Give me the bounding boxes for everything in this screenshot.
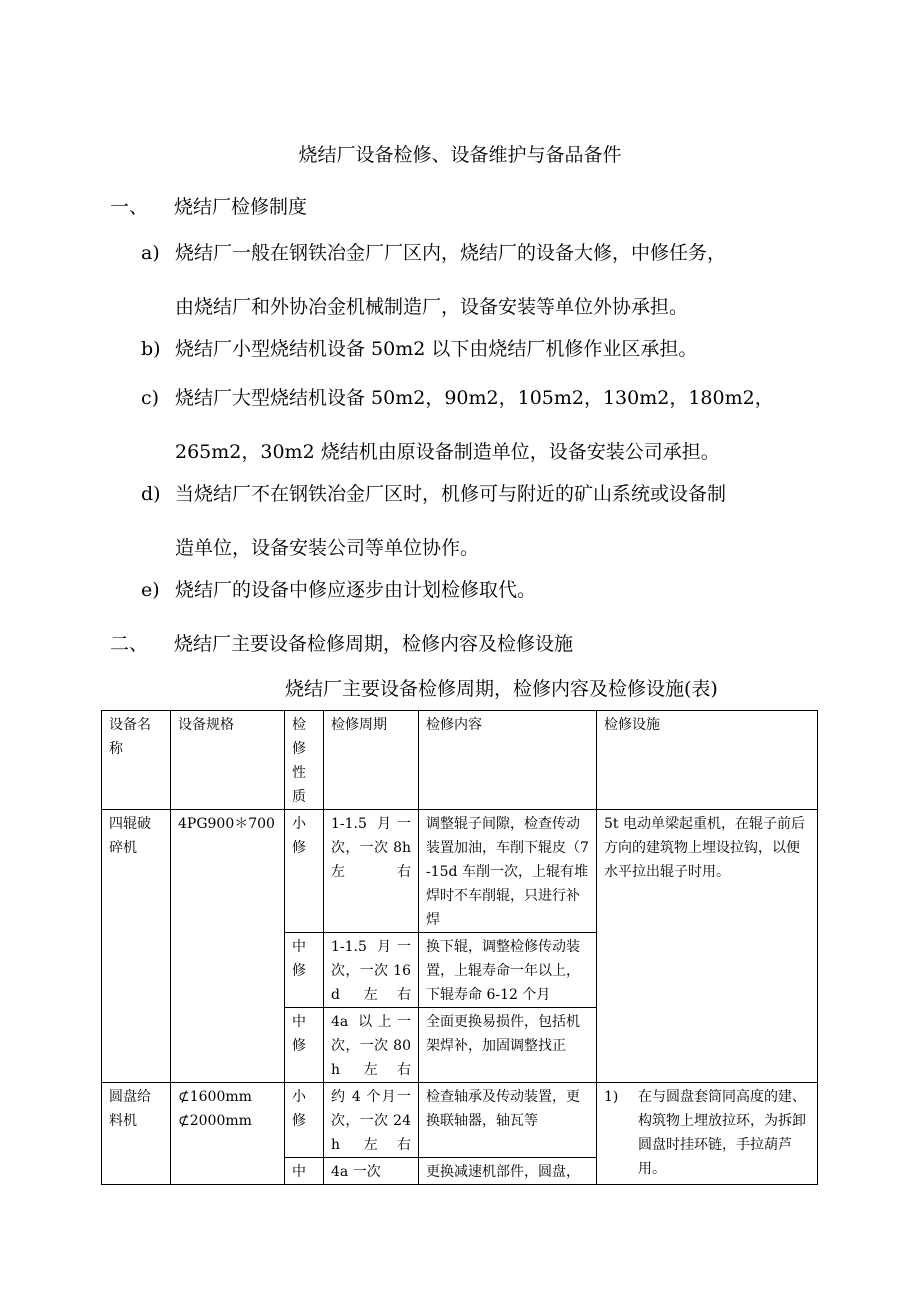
equipment-spec bbox=[171, 1083, 285, 1185]
list-item-a-cont: 由烧结厂和外协冶金机械制造厂，设备安装等单位外协承担。 bbox=[175, 296, 689, 318]
table-row bbox=[102, 810, 818, 933]
equipment-spec: 4PG900＊700 bbox=[171, 810, 285, 1083]
table-header-row bbox=[102, 711, 818, 810]
item-marker: a) bbox=[141, 242, 160, 264]
list-item-e bbox=[141, 581, 536, 600]
header-cell: 检修设施 bbox=[597, 711, 818, 810]
section-number: 二、 bbox=[110, 633, 149, 655]
header-cell: 检修内容 bbox=[419, 711, 597, 810]
list-item-b bbox=[141, 340, 697, 359]
header-cell: 设备规格 bbox=[171, 711, 285, 810]
section-heading-1 bbox=[110, 192, 307, 219]
table-row bbox=[102, 1083, 818, 1158]
item-text: 当烧结厂不在钢铁冶金厂区时，机修可与附近的矿山系统或设备制 bbox=[175, 483, 727, 505]
list-item-c bbox=[141, 389, 774, 408]
item-text: 烧结厂一般在钢铁冶金厂厂区内，烧结厂的设备大修，中修任务， bbox=[175, 242, 727, 264]
repair-content: 检查轴承及传动装置，更换联轴器，轴瓦等 bbox=[419, 1083, 597, 1158]
item-marker: b) bbox=[141, 338, 161, 360]
repair-type: 中修 bbox=[285, 933, 324, 1008]
repair-content: 调整辊子间隙，检查传动装置加油，车削下辊皮（7-15d 车削一次，上辊有堆焊时不车削辊，只进行补焊 bbox=[419, 810, 597, 933]
repair-type: 中 bbox=[285, 1158, 324, 1185]
item-text: 烧结厂小型烧结机设备 50m2 以下由烧结厂机修作业区承担。 bbox=[175, 338, 698, 360]
equipment-name: 圆盘给料机 bbox=[102, 1083, 171, 1185]
item-text: 烧结厂大型烧结机设备 50m2，90m2，105m2，130m2，180m2， bbox=[175, 387, 774, 409]
section-number: 一、 bbox=[110, 196, 149, 218]
repair-period: 1-1.5 月一次，一次 8h 左右 bbox=[324, 810, 419, 933]
document-title: 烧结厂设备检修、设备维护与备品备件 bbox=[298, 144, 622, 166]
list-item-a bbox=[141, 244, 726, 263]
repair-period: 1-1.5 月一次，一次 16d 左右 bbox=[324, 933, 419, 1008]
repair-type: 小修 bbox=[285, 1083, 324, 1158]
repair-period: 约 4 个月一次，一次 24h 左右 bbox=[324, 1083, 419, 1158]
header-cell: 设备名称 bbox=[102, 711, 171, 810]
repair-content: 更换减速机部件，圆盘， bbox=[419, 1158, 597, 1185]
maintenance-table bbox=[101, 710, 818, 1185]
repair-period: 4a 以上一次，一次 80h 左右 bbox=[324, 1008, 419, 1083]
repair-facility bbox=[597, 1083, 818, 1185]
list-item-d bbox=[141, 485, 726, 504]
item-marker: c) bbox=[141, 387, 160, 409]
list-item-d-cont: 造单位，设备安装公司等单位协作。 bbox=[175, 537, 480, 559]
section-title: 烧结厂检修制度 bbox=[174, 196, 308, 218]
repair-content: 换下辊，调整检修传动装置，上辊寿命一年以上，下辊寿命 6-12 个月 bbox=[419, 933, 597, 1008]
header-cell: 检修周期 bbox=[324, 711, 419, 810]
facility-number: 1) bbox=[604, 1089, 619, 1105]
spec-line: ⊄1600mm bbox=[178, 1089, 252, 1105]
section-title: 烧结厂主要设备检修周期，检修内容及检修设施 bbox=[174, 633, 574, 655]
facility-text: 在与圆盘套筒同高度的建、构筑物上埋放拉环，为拆卸圆盘时挂环链，手拉葫芦用。 bbox=[638, 1089, 806, 1177]
repair-period: 4a 一次 bbox=[324, 1158, 419, 1185]
item-text: 烧结厂的设备中修应逐步由计划检修取代。 bbox=[175, 579, 537, 601]
table-caption: 烧结厂主要设备检修周期，检修内容及检修设施(表) bbox=[285, 678, 718, 700]
equipment-name: 四辊破碎机 bbox=[102, 810, 171, 1083]
spec-line: ⊄2000mm bbox=[178, 1113, 252, 1129]
repair-facility: 5t 电动单梁起重机，在辊子前后方向的建筑物上埋设拉钩，以便水平拉出辊子时用。 bbox=[597, 810, 818, 1083]
item-marker: d) bbox=[141, 483, 161, 505]
section-heading-2 bbox=[110, 629, 573, 656]
repair-type: 中修 bbox=[285, 1008, 324, 1083]
header-cell: 检修性质 bbox=[285, 711, 324, 810]
repair-type: 小修 bbox=[285, 810, 324, 933]
list-item-c-cont: 265m2，30m2 烧结机由原设备制造单位，设备安装公司承担。 bbox=[175, 441, 720, 463]
repair-content: 全面更换易损件，包括机架焊补，加固调整找正 bbox=[419, 1008, 597, 1083]
item-marker: e) bbox=[141, 579, 160, 601]
